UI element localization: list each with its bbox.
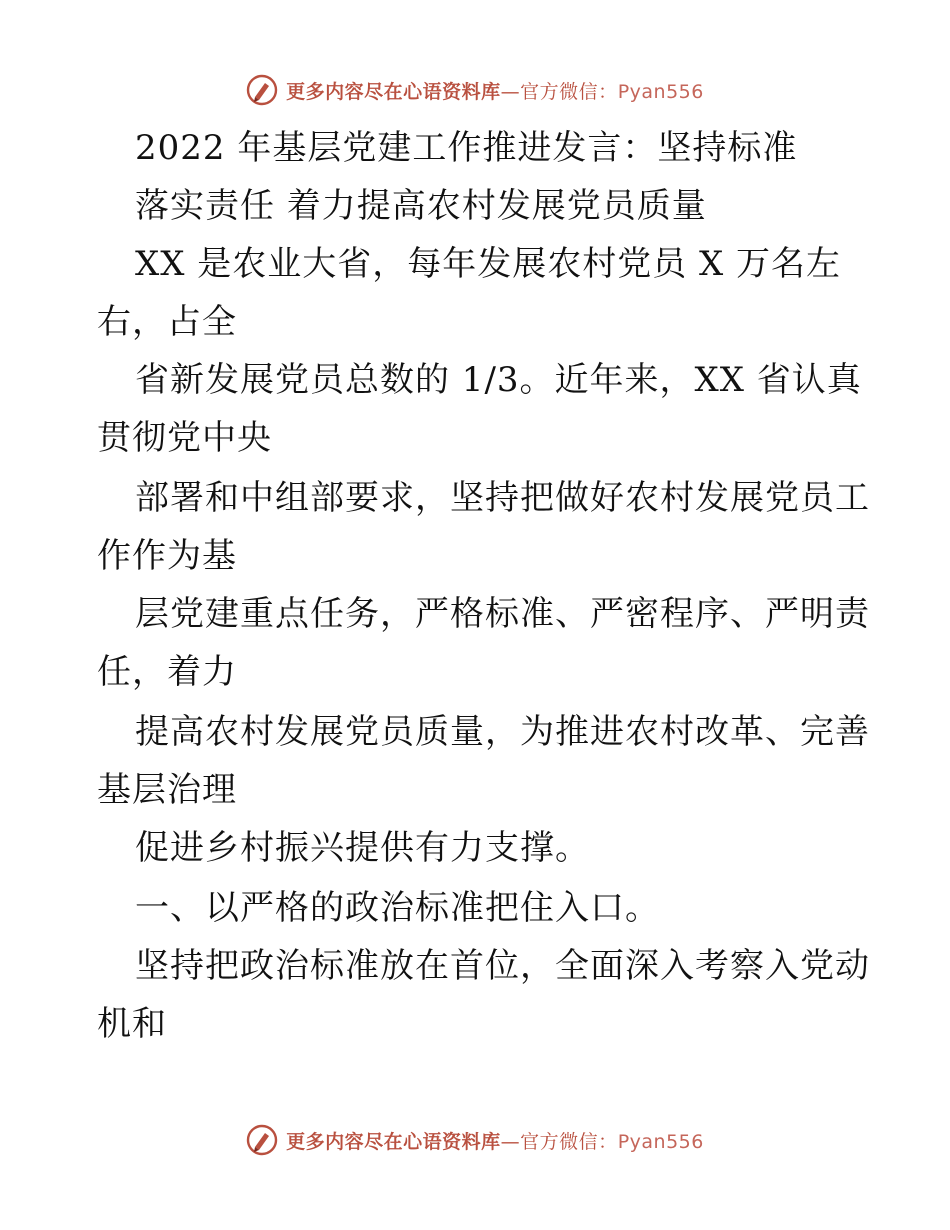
paragraph-line: 提高农村发展党员质量，为推进农村改革、完善: [135, 712, 870, 752]
watermark-handle: Pyan556: [617, 1130, 704, 1153]
title-line-1: 2022 年基层党建工作推进发言：坚持标准: [135, 128, 798, 168]
paragraph-line: 任，着力: [97, 652, 237, 692]
section-heading: 一、以严格的政治标准把住入口。: [135, 888, 660, 928]
paragraph-line: 坚持把政治标准放在首位，全面深入考察入党动: [135, 946, 870, 986]
watermark-wechat: 官方微信：: [520, 1130, 618, 1153]
footer-watermark: [0, 1120, 950, 1160]
paragraph-line: 省新发展党员总数的 1/3。近年来，XX 省认真: [135, 360, 862, 400]
title-line-2: 落实责任 着力提高农村发展党员质量: [135, 186, 707, 226]
paragraph-line: 贯彻党中央: [97, 418, 272, 458]
paragraph-line: 促进乡村振兴提供有力支撑。: [135, 828, 590, 868]
watermark-wechat: 官方微信：: [520, 80, 618, 103]
watermark-main: 更多内容尽在心语资料库: [286, 1130, 501, 1153]
watermark-handle: Pyan556: [617, 80, 704, 103]
paragraph-line: 右，占全: [97, 302, 237, 342]
paragraph-line: 作作为基: [97, 536, 237, 576]
paragraph-line: 部署和中组部要求，坚持把做好农村发展党员工: [135, 478, 870, 518]
header-watermark: [0, 70, 950, 110]
watermark-dash: —: [500, 80, 521, 103]
watermark-text: [286, 77, 704, 104]
watermark-main: 更多内容尽在心语资料库: [286, 80, 501, 103]
paragraph-line: 基层治理: [97, 770, 237, 810]
watermark-text: [286, 1127, 704, 1154]
pen-logo-icon: [246, 1124, 278, 1156]
paragraph-line: XX 是农业大省，每年发展农村党员 X 万名左: [135, 244, 842, 284]
paragraph-line: 机和: [97, 1004, 167, 1044]
paragraph-line: 层党建重点任务，严格标准、严密程序、严明责: [135, 594, 870, 634]
pen-logo-icon: [246, 74, 278, 106]
watermark-dash: —: [500, 1130, 521, 1153]
